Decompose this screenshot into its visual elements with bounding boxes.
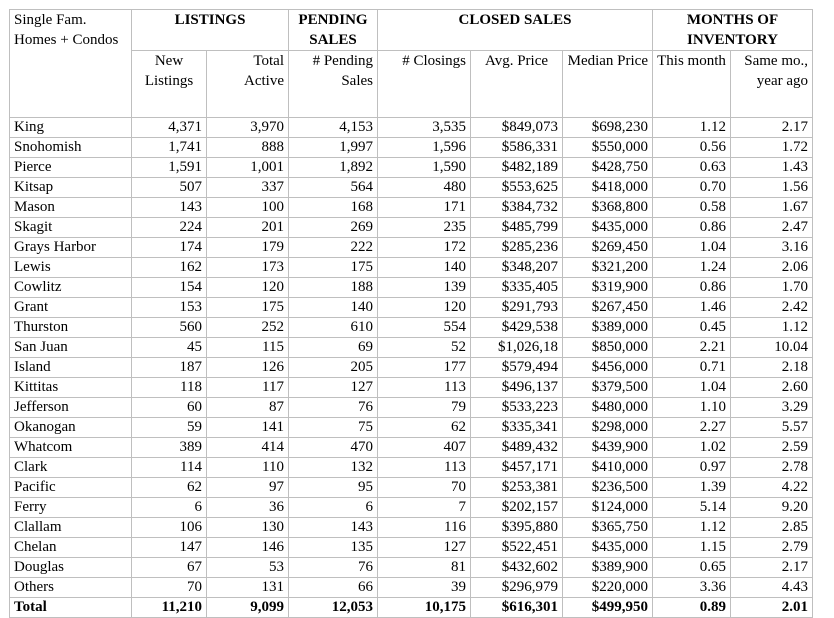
table-cell: 1,590: [378, 158, 471, 178]
group-header-closed: CLOSED SALES: [378, 10, 653, 51]
table-cell: 140: [289, 298, 378, 318]
table-cell: 1,741: [132, 138, 207, 158]
table-row: [10, 138, 813, 158]
county-name: Whatcom: [10, 438, 132, 458]
table-row: [10, 378, 813, 398]
table-cell: 118: [132, 378, 207, 398]
table-cell: 224: [132, 218, 207, 238]
table-cell: 143: [289, 518, 378, 538]
table-cell: 2.17: [731, 118, 813, 138]
table-cell: 0.58: [653, 198, 731, 218]
column-header: Total Active: [207, 51, 289, 118]
table-cell: $410,000: [563, 458, 653, 478]
table-row: [10, 498, 813, 518]
table-cell: 153: [132, 298, 207, 318]
table-cell: 106: [132, 518, 207, 538]
table-cell: 0.86: [653, 278, 731, 298]
group-header-pending: PENDING SALES: [289, 10, 378, 51]
table-cell: 269: [289, 218, 378, 238]
column-header: Same mo., year ago: [731, 51, 813, 118]
table-cell: 1.04: [653, 378, 731, 398]
table-cell: 113: [378, 458, 471, 478]
table-cell: $429,538: [471, 318, 563, 338]
table-cell: 39: [378, 578, 471, 598]
county-name: Ferry: [10, 498, 132, 518]
table-cell: 1.02: [653, 438, 731, 458]
table-cell: 69: [289, 338, 378, 358]
table-cell: $553,625: [471, 178, 563, 198]
table-cell: $319,900: [563, 278, 653, 298]
table-cell: 75: [289, 418, 378, 438]
table-cell: 53: [207, 558, 289, 578]
table-row: [10, 418, 813, 438]
column-header: # Pending Sales: [289, 51, 378, 118]
table-cell: $579,494: [471, 358, 563, 378]
table-row: [10, 518, 813, 538]
table-cell: $435,000: [563, 218, 653, 238]
table-cell: 3,970: [207, 118, 289, 138]
table-cell: 5.57: [731, 418, 813, 438]
table-cell: 470: [289, 438, 378, 458]
table-row: [10, 238, 813, 258]
table-cell: 0.97: [653, 458, 731, 478]
column-header: Median Price: [563, 51, 653, 118]
table-cell: 4.22: [731, 478, 813, 498]
table-cell: 95: [289, 478, 378, 498]
table-cell: 127: [289, 378, 378, 398]
table-cell: 2.85: [731, 518, 813, 538]
county-name: Kitsap: [10, 178, 132, 198]
table-cell: 168: [289, 198, 378, 218]
total-cell: $616,301: [471, 598, 563, 618]
table-cell: $365,750: [563, 518, 653, 538]
table-cell: 100: [207, 198, 289, 218]
table-cell: 201: [207, 218, 289, 238]
total-cell: 2.01: [731, 598, 813, 618]
table-cell: 59: [132, 418, 207, 438]
total-cell: 10,175: [378, 598, 471, 618]
header-row-groups: [10, 10, 813, 51]
column-header: Avg. Price: [471, 51, 563, 118]
table-cell: 1,591: [132, 158, 207, 178]
table-row: [10, 298, 813, 318]
table-cell: 0.70: [653, 178, 731, 198]
county-name: Snohomish: [10, 138, 132, 158]
table-cell: 2.47: [731, 218, 813, 238]
table-cell: 3.36: [653, 578, 731, 598]
table-cell: 507: [132, 178, 207, 198]
table-cell: 2.59: [731, 438, 813, 458]
table-cell: 2.42: [731, 298, 813, 318]
table-cell: 62: [378, 418, 471, 438]
table-cell: 1.67: [731, 198, 813, 218]
table-row: [10, 458, 813, 478]
table-cell: 140: [378, 258, 471, 278]
table-cell: 131: [207, 578, 289, 598]
table-cell: $698,230: [563, 118, 653, 138]
table-cell: 81: [378, 558, 471, 578]
table-cell: 222: [289, 238, 378, 258]
table-cell: $267,450: [563, 298, 653, 318]
table-cell: $485,799: [471, 218, 563, 238]
table-cell: 1.39: [653, 478, 731, 498]
table-cell: 389: [132, 438, 207, 458]
table-cell: 5.14: [653, 498, 731, 518]
table-cell: 146: [207, 538, 289, 558]
table-cell: $236,500: [563, 478, 653, 498]
table-cell: 117: [207, 378, 289, 398]
table-cell: 3,535: [378, 118, 471, 138]
table-cell: $850,000: [563, 338, 653, 358]
table-cell: $379,500: [563, 378, 653, 398]
table-cell: 116: [378, 518, 471, 538]
table-cell: 1.12: [653, 118, 731, 138]
group-header-listings: LISTINGS: [132, 10, 289, 51]
table-cell: 4.43: [731, 578, 813, 598]
table-cell: 175: [289, 258, 378, 278]
table-cell: $439,900: [563, 438, 653, 458]
table-cell: 9.20: [731, 498, 813, 518]
table-cell: 1.72: [731, 138, 813, 158]
table-cell: 4,153: [289, 118, 378, 138]
table-cell: 3.16: [731, 238, 813, 258]
total-label: Total: [10, 598, 132, 618]
table-cell: 1,596: [378, 138, 471, 158]
table-cell: 143: [132, 198, 207, 218]
table-cell: 1,997: [289, 138, 378, 158]
table-cell: 45: [132, 338, 207, 358]
column-header: # Closings: [378, 51, 471, 118]
table-cell: $384,732: [471, 198, 563, 218]
table-cell: 70: [378, 478, 471, 498]
total-cell: 11,210: [132, 598, 207, 618]
total-cell: 12,053: [289, 598, 378, 618]
table-row: [10, 338, 813, 358]
table-cell: $435,000: [563, 538, 653, 558]
table-cell: 1.43: [731, 158, 813, 178]
table-cell: 76: [289, 558, 378, 578]
county-name: Thurston: [10, 318, 132, 338]
table-cell: 67: [132, 558, 207, 578]
table-cell: 87: [207, 398, 289, 418]
table-cell: 76: [289, 398, 378, 418]
table-cell: 66: [289, 578, 378, 598]
table-cell: 171: [378, 198, 471, 218]
county-name: Grant: [10, 298, 132, 318]
table-cell: 205: [289, 358, 378, 378]
table-cell: 1.24: [653, 258, 731, 278]
table-cell: 0.65: [653, 558, 731, 578]
table-cell: 414: [207, 438, 289, 458]
table-cell: 10.04: [731, 338, 813, 358]
table-cell: $428,750: [563, 158, 653, 178]
table-cell: 130: [207, 518, 289, 538]
table-cell: $522,451: [471, 538, 563, 558]
table-row: [10, 438, 813, 458]
table-row: [10, 178, 813, 198]
table-cell: 154: [132, 278, 207, 298]
table-cell: $389,000: [563, 318, 653, 338]
table-cell: 141: [207, 418, 289, 438]
table-cell: 132: [289, 458, 378, 478]
table-row: [10, 538, 813, 558]
table-cell: $348,207: [471, 258, 563, 278]
county-name: Grays Harbor: [10, 238, 132, 258]
county-name: Cowlitz: [10, 278, 132, 298]
table-cell: 135: [289, 538, 378, 558]
table-body: [10, 118, 813, 598]
county-name: Others: [10, 578, 132, 598]
table-cell: 0.71: [653, 358, 731, 378]
table-cell: $482,189: [471, 158, 563, 178]
table-cell: 554: [378, 318, 471, 338]
table-cell: $269,450: [563, 238, 653, 258]
column-header: New Listings: [132, 51, 207, 118]
county-name: Pacific: [10, 478, 132, 498]
table-cell: $456,000: [563, 358, 653, 378]
table-row: [10, 158, 813, 178]
county-name: Island: [10, 358, 132, 378]
housing-market-table: [9, 9, 813, 618]
table-cell: 610: [289, 318, 378, 338]
table-cell: 1.04: [653, 238, 731, 258]
table-cell: 162: [132, 258, 207, 278]
table-cell: $550,000: [563, 138, 653, 158]
table-cell: $1,026,18: [471, 338, 563, 358]
table-cell: $489,432: [471, 438, 563, 458]
table-row: [10, 478, 813, 498]
county-name: Clark: [10, 458, 132, 478]
table-row: [10, 198, 813, 218]
table-cell: $202,157: [471, 498, 563, 518]
table-cell: $296,979: [471, 578, 563, 598]
table-cell: 1.70: [731, 278, 813, 298]
table-cell: $586,331: [471, 138, 563, 158]
table-row: [10, 578, 813, 598]
table-cell: 52: [378, 338, 471, 358]
row-label-header: Single Fam. Homes + Condos: [10, 10, 132, 118]
table-row: [10, 258, 813, 278]
table-cell: 0.45: [653, 318, 731, 338]
table-cell: 560: [132, 318, 207, 338]
table-cell: $335,405: [471, 278, 563, 298]
table-cell: 2.79: [731, 538, 813, 558]
table-cell: 173: [207, 258, 289, 278]
table-cell: $457,171: [471, 458, 563, 478]
county-name: Mason: [10, 198, 132, 218]
table-cell: $253,381: [471, 478, 563, 498]
table-cell: 139: [378, 278, 471, 298]
table-cell: 7: [378, 498, 471, 518]
table-cell: 252: [207, 318, 289, 338]
county-name: Kittitas: [10, 378, 132, 398]
table-cell: $291,793: [471, 298, 563, 318]
table-cell: 2.60: [731, 378, 813, 398]
table-cell: 3.29: [731, 398, 813, 418]
table-cell: 113: [378, 378, 471, 398]
table-cell: 4,371: [132, 118, 207, 138]
table-cell: 1.12: [653, 518, 731, 538]
county-name: King: [10, 118, 132, 138]
table-cell: $285,236: [471, 238, 563, 258]
table-cell: 188: [289, 278, 378, 298]
table-cell: $368,800: [563, 198, 653, 218]
table-cell: 337: [207, 178, 289, 198]
table-cell: $389,900: [563, 558, 653, 578]
total-cell: 0.89: [653, 598, 731, 618]
table-cell: 70: [132, 578, 207, 598]
table-cell: 175: [207, 298, 289, 318]
table-cell: $418,000: [563, 178, 653, 198]
table-cell: 120: [378, 298, 471, 318]
column-header: This month: [653, 51, 731, 118]
county-name: Chelan: [10, 538, 132, 558]
table-cell: 0.63: [653, 158, 731, 178]
table-cell: $432,602: [471, 558, 563, 578]
table-cell: 60: [132, 398, 207, 418]
table-cell: 1.56: [731, 178, 813, 198]
total-cell: $499,950: [563, 598, 653, 618]
table-cell: 187: [132, 358, 207, 378]
table-cell: 127: [378, 538, 471, 558]
table-cell: $533,223: [471, 398, 563, 418]
table-cell: 480: [378, 178, 471, 198]
table-cell: 1.15: [653, 538, 731, 558]
table-cell: 126: [207, 358, 289, 378]
table-cell: $496,137: [471, 378, 563, 398]
table-cell: 174: [132, 238, 207, 258]
table-row: [10, 118, 813, 138]
table-cell: 235: [378, 218, 471, 238]
table-cell: 2.17: [731, 558, 813, 578]
table-cell: $220,000: [563, 578, 653, 598]
group-header-inventory: MONTHS OF INVENTORY: [653, 10, 813, 51]
county-name: Douglas: [10, 558, 132, 578]
table-cell: $298,000: [563, 418, 653, 438]
table-cell: 147: [132, 538, 207, 558]
table-cell: 0.56: [653, 138, 731, 158]
county-name: Pierce: [10, 158, 132, 178]
table-cell: 115: [207, 338, 289, 358]
table-cell: $335,341: [471, 418, 563, 438]
table-cell: 1,001: [207, 158, 289, 178]
table-cell: 36: [207, 498, 289, 518]
table-cell: $849,073: [471, 118, 563, 138]
table-cell: 2.06: [731, 258, 813, 278]
table-cell: $395,880: [471, 518, 563, 538]
table-cell: $480,000: [563, 398, 653, 418]
table-cell: 172: [378, 238, 471, 258]
table-cell: 6: [289, 498, 378, 518]
table-cell: 62: [132, 478, 207, 498]
table-cell: 114: [132, 458, 207, 478]
county-name: Okanogan: [10, 418, 132, 438]
table-cell: $124,000: [563, 498, 653, 518]
table-cell: $321,200: [563, 258, 653, 278]
table-cell: 1.46: [653, 298, 731, 318]
table-cell: 2.18: [731, 358, 813, 378]
table-cell: 110: [207, 458, 289, 478]
table-row: [10, 358, 813, 378]
table-cell: 1,892: [289, 158, 378, 178]
table-cell: 6: [132, 498, 207, 518]
table-cell: 177: [378, 358, 471, 378]
county-name: Clallam: [10, 518, 132, 538]
table-row: [10, 398, 813, 418]
county-name: Jefferson: [10, 398, 132, 418]
table-cell: 2.21: [653, 338, 731, 358]
table-cell: 120: [207, 278, 289, 298]
table-cell: 888: [207, 138, 289, 158]
table-row: [10, 318, 813, 338]
county-name: Skagit: [10, 218, 132, 238]
table-row: [10, 558, 813, 578]
county-name: Lewis: [10, 258, 132, 278]
table-cell: 2.78: [731, 458, 813, 478]
table-cell: 407: [378, 438, 471, 458]
table-cell: 97: [207, 478, 289, 498]
table-row: [10, 218, 813, 238]
table-cell: 0.86: [653, 218, 731, 238]
table-row: [10, 278, 813, 298]
table-cell: 2.27: [653, 418, 731, 438]
total-cell: 9,099: [207, 598, 289, 618]
table-cell: 79: [378, 398, 471, 418]
table-cell: 564: [289, 178, 378, 198]
county-name: San Juan: [10, 338, 132, 358]
table-cell: 179: [207, 238, 289, 258]
table-cell: 1.12: [731, 318, 813, 338]
table-cell: 1.10: [653, 398, 731, 418]
